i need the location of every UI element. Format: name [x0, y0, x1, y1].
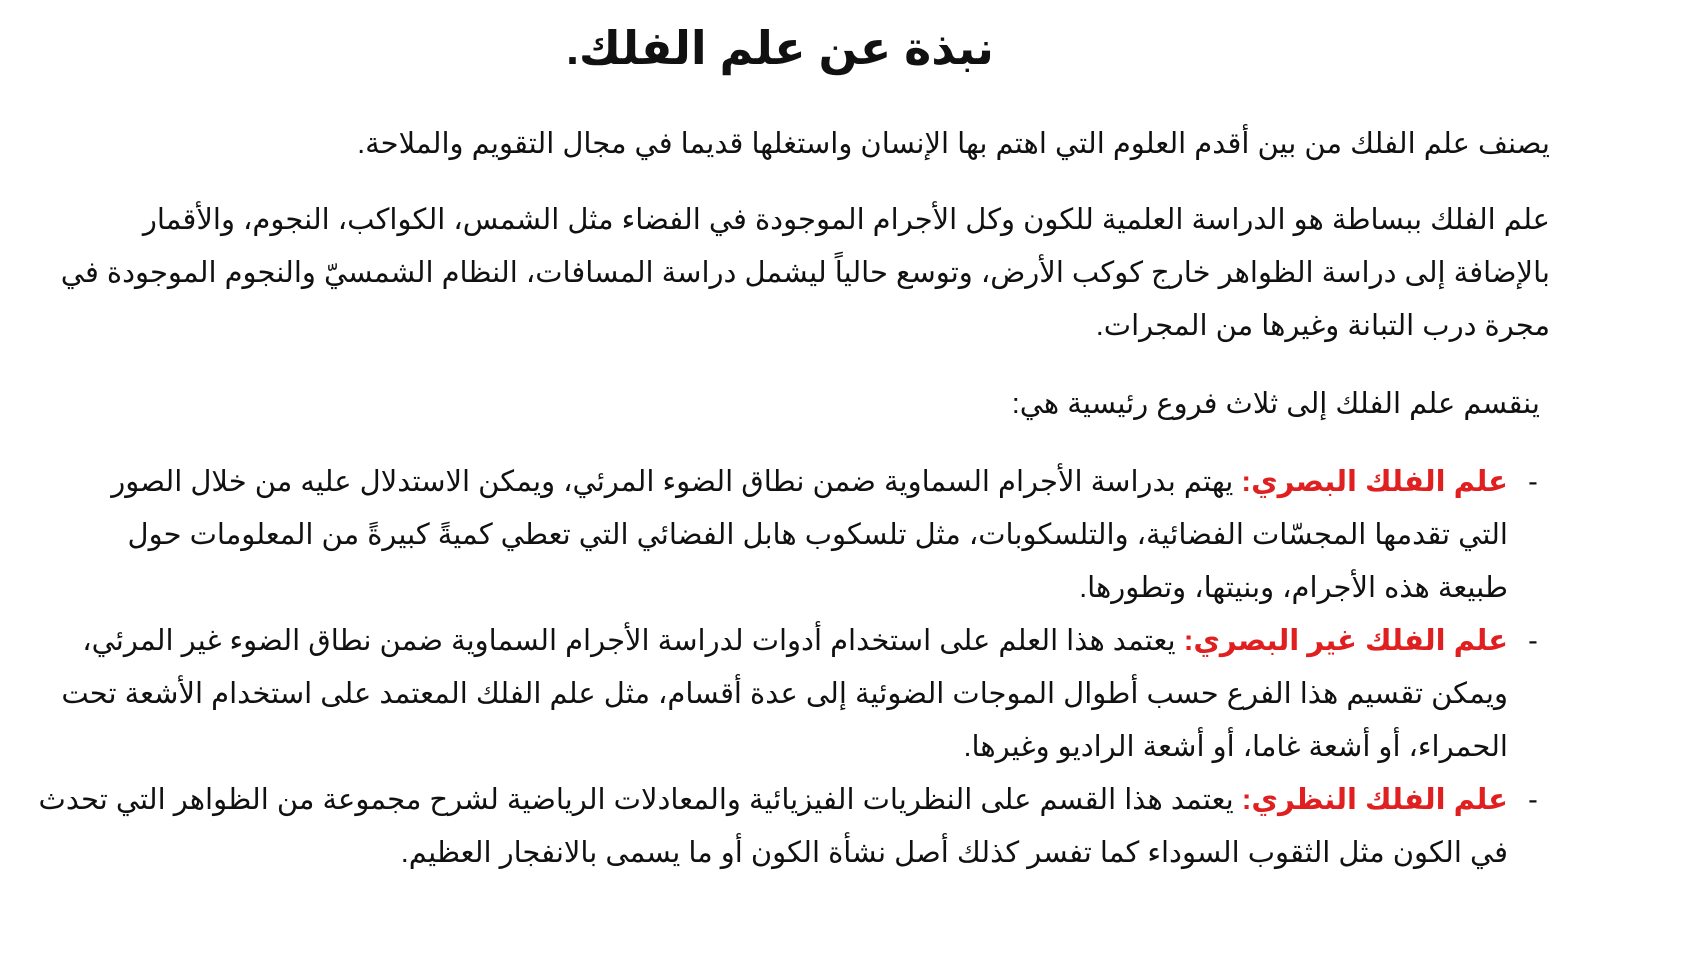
branch-optical — [39, 456, 1548, 615]
bullet-dash: - — [1528, 784, 1538, 816]
branches-intro: ينقسم علم الفلك إلى ثلاث فروع رئيسية هي: — [1011, 388, 1540, 420]
branch-line: ويمكن تقسيم هذا الفرع حسب أطوال الموجات الضوئية إلى عدة أقسام، مثل علم الفلك المعتمد على استخدام الأشعة تحت — [61, 678, 1508, 710]
page-title: نبذة عن علم الفلك. — [566, 22, 994, 74]
branch-theoretical — [39, 774, 1548, 880]
branch-line: طبيعة هذه الأجرام، وبنيتها، وتطورها. — [1079, 572, 1508, 604]
branch-term: علم الفلك غير البصري: — [1183, 625, 1508, 657]
bullet-dash: - — [1528, 625, 1538, 657]
branch-term: علم الفلك البصري: — [1241, 466, 1508, 498]
branch-line: التي تقدمها المجسّات الفضائية، والتلسكوبات، مثل تلسكوب هابل الفضائي التي تعطي كميةً كبيرةً من المعلومات حول — [127, 519, 1508, 551]
branch-line: في الكون مثل الثقوب السوداء كما تفسر كذلك أصل نشأة الكون أو ما يسمى بالانفجار العظيم. — [400, 837, 1508, 869]
bullet-dash: - — [1528, 466, 1538, 498]
definition-line: بالإضافة إلى دراسة الظواهر خارج كوكب الأرض، وتوسع حالياً ليشمل دراسة المسافات، النظام الشمسيّ والنجوم الموجودة في — [60, 257, 1550, 289]
branch-non-optical — [39, 615, 1548, 774]
definition-line: مجرة درب التبانة وغيرها من المجرات. — [1095, 310, 1550, 342]
branch-line — [39, 774, 1508, 827]
definition-paragraph — [61, 194, 1550, 353]
branch-text: يعتمد هذا العلم على استخدام أدوات لدراسة الأجرام السماوية ضمن نطاق الضوء غير المرئي، — [82, 625, 1176, 657]
intro-paragraph: يصنف علم الفلك من بين أقدم العلوم التي اهتم بها الإنسان واستغلها قديما في مجال التقويم والملاحة. — [357, 128, 1550, 160]
branch-text: يعتمد هذا القسم على النظريات الفيزيائية والمعادلات الرياضية لشرح مجموعة من الظواهر التي تحدث — [38, 784, 1234, 816]
branch-line — [39, 456, 1508, 509]
branch-term: علم الفلك النظري: — [1241, 784, 1508, 816]
branch-line: الحمراء، أو أشعة غاما، أو أشعة الراديو وغيرها. — [963, 731, 1508, 763]
branch-line — [39, 615, 1508, 668]
branch-text: يهتم بدراسة الأجرام السماوية ضمن نطاق الضوء المرئي، ويمكن الاستدلال عليه من خلال الصور — [111, 466, 1234, 498]
branches-list — [39, 456, 1548, 880]
definition-line: علم الفلك ببساطة هو الدراسة العلمية للكون وكل الأجرام الموجودة في الفضاء مثل الشمس، الكواكب، النجوم، والأقمار — [142, 204, 1550, 236]
